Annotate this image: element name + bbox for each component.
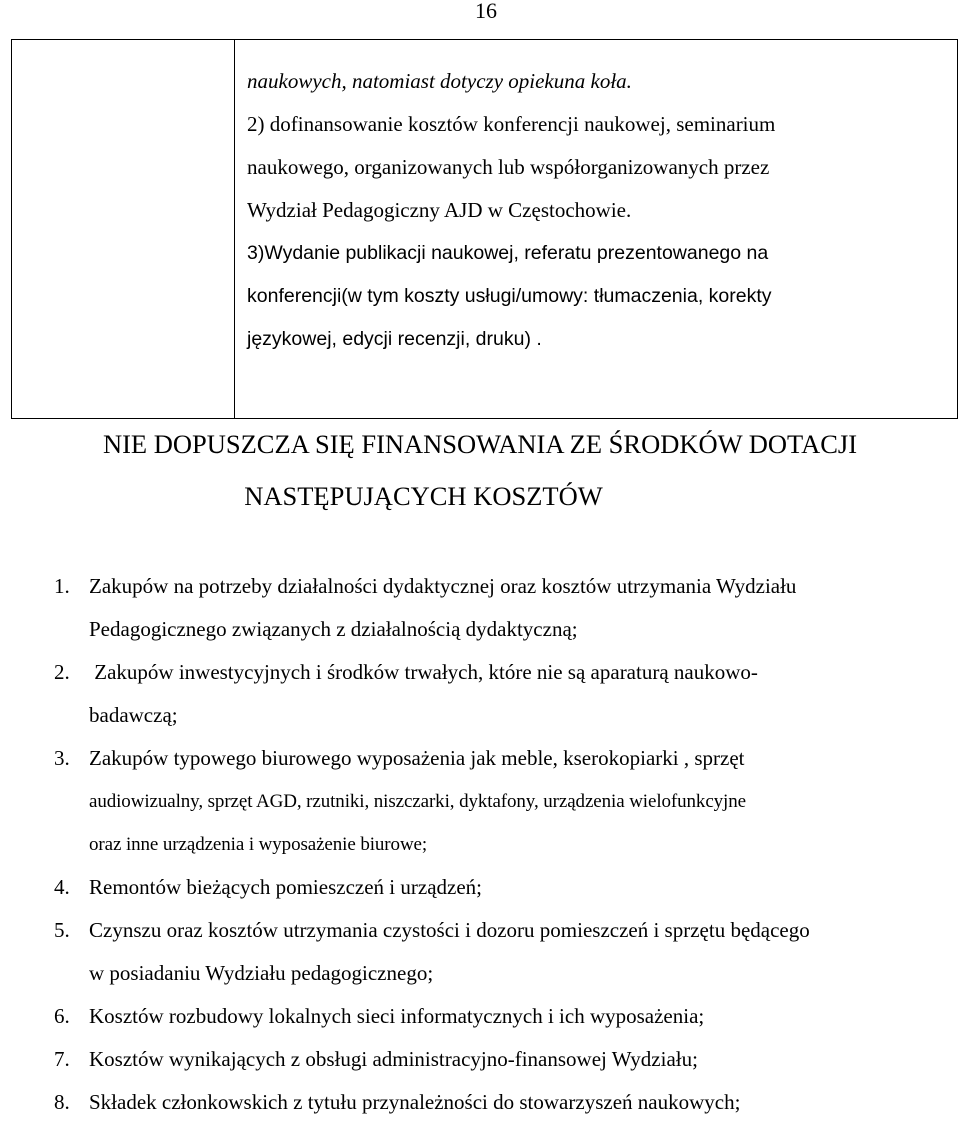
cell-line: językowej, edycji recenzji, druku) .: [247, 328, 542, 350]
list-item-text: w posiadaniu Wydziału pedagogicznego;: [89, 961, 434, 985]
list-item-number: 6.: [54, 1004, 70, 1028]
list-item-number: 1.: [54, 574, 70, 598]
cell-line: naukowego, organizowanych lub współorganizowanych przez: [247, 155, 770, 179]
heading-line-2: NASTĘPUJĄCYCH KOSZTÓW: [244, 481, 603, 511]
cell-line: 2) dofinansowanie kosztów konferencji naukowej, seminarium: [247, 112, 776, 136]
list-item: [54, 737, 954, 866]
list-item: [54, 565, 954, 651]
list-item-text: Zakupów inwestycyjnych i środków trwałych, które nie są aparaturą naukowo-: [89, 660, 758, 684]
table-right-border: [957, 39, 958, 419]
excluded-costs-list: [54, 565, 954, 1124]
list-item-text: Kosztów rozbudowy lokalnych sieci informatycznych i ich wyposażenia;: [89, 1004, 705, 1028]
cell-line: konferencji(w tym koszty usługi/umowy: tłumaczenia, korekty: [247, 285, 772, 307]
list-item-number: 5.: [54, 918, 70, 942]
list-item-text: Zakupów typowego biurowego wyposażenia jak meble, kserokopiarki , sprzęt: [89, 746, 745, 770]
list-item: [54, 1081, 954, 1124]
section-heading: [0, 418, 960, 522]
list-item-text: oraz inne urządzenia i wyposażenie biurowe;: [89, 834, 428, 855]
list-item: [54, 651, 954, 737]
cell-line: 3)Wydanie publikacji naukowej, referatu prezentowanego na: [247, 242, 769, 264]
list-item-number: 8.: [54, 1090, 70, 1114]
table-left-border: [11, 39, 12, 419]
table-top-border: [11, 39, 958, 40]
heading-line-1: NIE DOPUSZCZA SIĘ FINANSOWANIA ZE ŚRODKÓW DOTACJI: [102, 429, 858, 459]
table-inner-border: [234, 39, 235, 419]
cell-line: Wydział Pedagogiczny AJD w Częstochowie.: [247, 198, 632, 222]
list-item: [54, 1038, 954, 1081]
list-item-number: 2.: [54, 660, 70, 684]
list-item-text: audiowizualny, sprzęt AGD, rzutniki, niszczarki, dyktafony, urządzenia wielofunkcyjne: [89, 791, 746, 812]
list-item-text: Składek członkowskich z tytułu przynależności do stowarzyszeń naukowych;: [89, 1090, 741, 1114]
list-item-text: badawczą;: [89, 703, 178, 727]
list-item-text: Czynszu oraz kosztów utrzymania czystości i dozoru pomieszczeń i sprzętu będącego: [89, 918, 810, 942]
list-item-number: 3.: [54, 746, 70, 770]
list-item-text: Kosztów wynikających z obsługi administracyjno-finansowej Wydziału;: [89, 1047, 698, 1071]
list-item: [54, 909, 954, 995]
list-item: [54, 995, 954, 1038]
list-item-text: Remontów bieżących pomieszczeń i urządzeń;: [89, 875, 482, 899]
page-number: 16: [475, 0, 497, 23]
list-item-number: 4.: [54, 875, 70, 899]
list-item-text: Zakupów na potrzeby działalności dydaktycznej oraz kosztów utrzymania Wydziału: [89, 574, 797, 598]
table-cell-text: [247, 60, 937, 361]
list-item-number: 7.: [54, 1047, 70, 1071]
list-item-text: Pedagogicznego związanych z działalnością dydaktyczną;: [89, 617, 578, 641]
cell-line: naukowych, natomiast dotyczy opiekuna koła.: [247, 69, 632, 93]
list-item: [54, 866, 954, 909]
